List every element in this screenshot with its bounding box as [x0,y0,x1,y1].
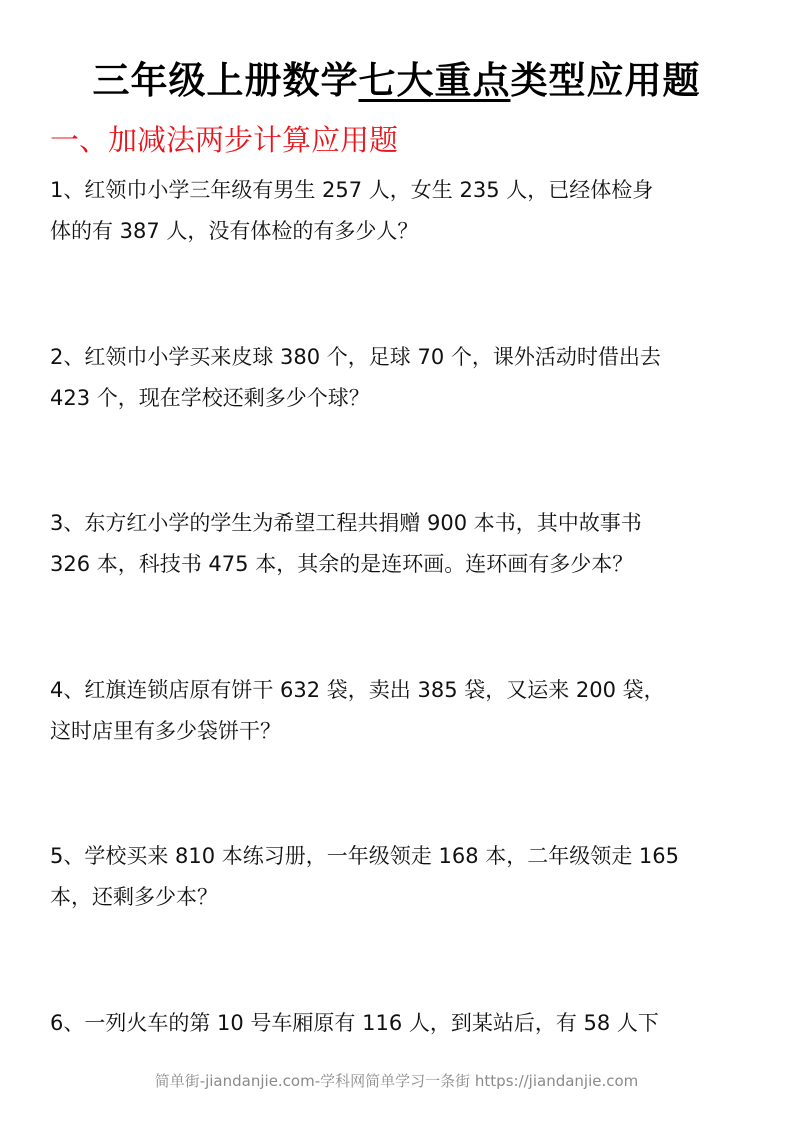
title-highlight: 七大重点 [358,59,511,102]
problem-line: 体的有 387 人，没有体检的有多少人？ [50,219,419,243]
title-part-2: 类型应用题 [510,59,701,102]
title-part-1: 三年级上册数学 [92,59,359,102]
problem-line: 本，还剩多少本？ [50,885,218,909]
problem-6 [50,1003,750,1044]
problem-line: 326 本，科技书 475 本，其余的是连环画。连环画有多少本？ [50,552,634,576]
page-footer: 简单街-jiandanjie.com-学科网简单学习一条街 https://jiandanjie.com [154,1072,639,1090]
problem-line: 423 个，现在学校还剩多少个球？ [50,386,370,410]
problem-line: 5、学校买来 810 本练习册，一年级领走 168 本，二年级领走 165 [50,844,679,868]
problem-line: 3、东方红小学的学生为希望工程共捐赠 900 本书，其中故事书 [50,511,642,535]
problem-4 [50,670,750,752]
problem-line: 1、红领巾小学三年级有男生 257 人，女生 235 人，已经体检身 [50,178,654,202]
problem-line: 2、红领巾小学买来皮球 380 个，足球 70 个，课外活动时借出去 [50,345,661,369]
problem-line: 4、红旗连锁店原有饼干 632 袋，卖出 385 袋，又运来 200 袋， [50,678,665,702]
page-title [0,50,793,104]
problem-5 [50,836,750,918]
problem-2 [50,337,750,419]
problem-line: 这时店里有多少袋饼干？ [50,719,281,743]
problem-1 [50,170,750,252]
problem-3 [50,503,750,585]
section-heading: 一、加减法两步计算应用题 [50,123,399,157]
problem-line: 6、一列火车的第 10 号车厢原有 116 人，到某站后，有 58 人下 [50,1011,659,1035]
